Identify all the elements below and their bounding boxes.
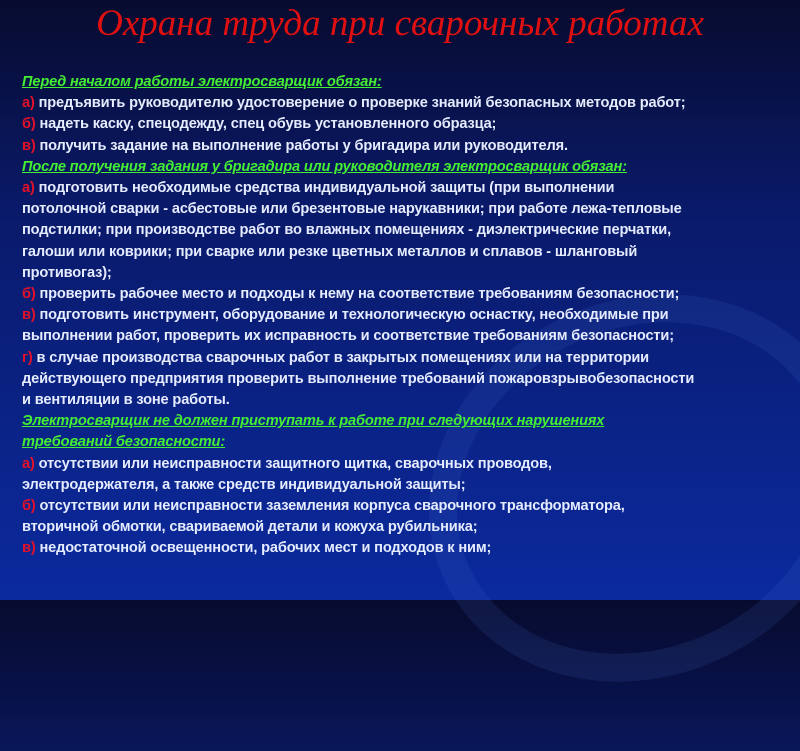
line-text: вторичной обмотки, свариваемой детали и кожуха рубильника;: [22, 519, 478, 536]
list-item: [22, 348, 787, 412]
section-heading: [22, 411, 787, 453]
list-item: [22, 136, 787, 157]
item-marker: а): [22, 455, 35, 472]
line-text: Электросварщик не должен приступать к работе при следующих нарушениях: [22, 413, 605, 430]
line-text: подготовить необходимые средства индивидуальной защиты (при выполнении: [34, 180, 615, 197]
text-line: [22, 369, 787, 390]
line-text: выполнении работ, проверить их исправность и соответствие требованиям безопасности;: [22, 328, 674, 345]
line-text: получить задание на выполнение работы у бригадира или руководителя.: [35, 137, 568, 154]
item-marker: а): [22, 180, 35, 197]
text-line: [22, 114, 787, 135]
item-marker: б): [22, 286, 36, 303]
text-line: [22, 284, 787, 305]
list-item: [22, 454, 787, 496]
text-line: [22, 348, 787, 369]
list-item: [22, 284, 787, 305]
text-line: [22, 263, 787, 284]
list-item: [22, 496, 787, 538]
text-line: [22, 242, 787, 263]
item-marker: г): [22, 349, 33, 366]
text-line: [22, 72, 787, 93]
text-line: [22, 136, 787, 157]
text-line: [22, 538, 787, 559]
line-text: проверить рабочее место и подходы к нему на соответствие требованиям безопасности;: [35, 286, 680, 303]
text-line: [22, 517, 787, 538]
line-text: Перед началом работы электросварщик обязан:: [22, 74, 382, 90]
text-line: [22, 220, 787, 241]
list-item: [22, 538, 787, 559]
list-item: [22, 114, 787, 135]
list-item: [22, 93, 787, 114]
text-line: [22, 157, 787, 178]
slide-content: [22, 72, 787, 560]
slide-title: Охрана труда при сварочных работах: [96, 3, 704, 44]
line-text: После получения задания у бригадира или руководителя электросварщик обязан:: [22, 158, 627, 175]
line-text: и вентиляции в зоне работы.: [22, 392, 230, 409]
line-text: в случае производства сварочных работ в закрытых помещениях или на территории: [32, 349, 650, 366]
line-text: подстилки; при производстве работ во влажных помещениях - диэлектрические перчатки,: [22, 222, 672, 239]
text-line: [22, 326, 787, 347]
line-text: отсутствии или неисправности защитного щитка, сварочных проводов,: [34, 455, 552, 472]
text-line: [22, 496, 787, 517]
list-item: [22, 178, 787, 284]
item-marker: б): [22, 116, 36, 133]
item-marker: а): [22, 95, 35, 112]
section-heading: [22, 72, 787, 93]
line-text: действующего предприятия проверить выполнение требований пожаровзрывобезопасности: [22, 370, 695, 387]
line-text: противогаз);: [22, 264, 112, 281]
text-line: [22, 390, 787, 411]
text-line: [22, 178, 787, 199]
section-heading: [22, 157, 787, 178]
text-line: [22, 199, 787, 220]
line-text: предъявить руководителю удостоверение о проверке знаний безопасных методов работ;: [34, 95, 686, 112]
text-line: [22, 305, 787, 326]
line-text: электродержателя, а также средств индивидуальной защиты;: [22, 476, 466, 493]
text-line: [22, 411, 787, 432]
text-line: [22, 93, 787, 114]
line-text: требований безопасности:: [22, 434, 226, 451]
item-marker: в): [22, 540, 36, 557]
item-marker: в): [22, 137, 36, 154]
item-marker: в): [22, 307, 36, 324]
line-text: недостаточной освещенности, рабочих мест и подходов к ним;: [35, 540, 492, 557]
line-text: подготовить инструмент, оборудование и технологическую оснастку, необходимые при: [35, 307, 669, 324]
item-marker: б): [22, 498, 36, 515]
text-line: [22, 475, 787, 496]
line-text: галоши или коврики; при сварке или резке цветных металлов и сплавов - шланговый: [22, 243, 638, 260]
line-text: отсутствии или неисправности заземления корпуса сварочного трансформатора,: [35, 498, 625, 515]
line-text: надеть каску, спецодежду, спец обувь установленного образца;: [35, 116, 497, 133]
line-text: потолочной сварки - асбестовые или брезентовые нарукавники; при работе лежа-тепловые: [22, 201, 682, 218]
text-line: [22, 454, 787, 475]
list-item: [22, 305, 787, 347]
text-line: [22, 432, 787, 453]
